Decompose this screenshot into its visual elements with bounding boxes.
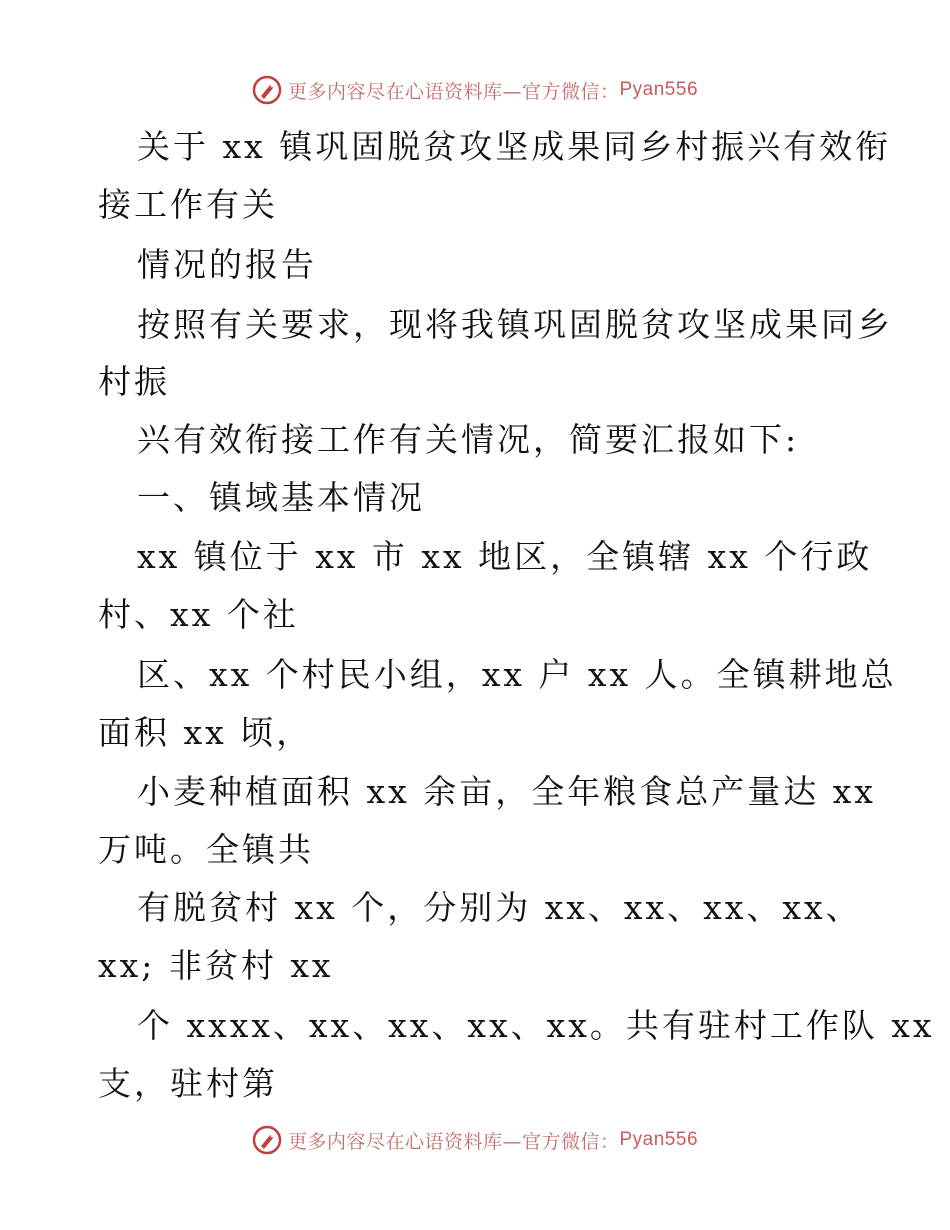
doc-line: 情况的报告: [137, 245, 317, 284]
doc-line: 万吨。全镇共: [98, 830, 314, 869]
doc-line: 有脱贫村 xx 个，分别为 xx、xx、xx、xx、: [137, 888, 862, 927]
doc-line: 接工作有关: [98, 185, 278, 224]
pen-logo-icon: [252, 1125, 282, 1155]
doc-line: 村振: [98, 362, 170, 401]
doc-line: 村、xx 个社: [98, 595, 299, 634]
watermark-handle: Pyan556: [619, 79, 699, 100]
doc-line: xx; 非贫村 xx: [98, 946, 334, 985]
doc-line: 个 xxxx、xx、xx、xx、xx。共有驻村工作队 xx: [137, 1006, 935, 1045]
doc-line: 面积 xx 顷，: [98, 713, 313, 752]
doc-line: 区、xx 个村民小组，xx 户 xx 人。全镇耕地总: [137, 655, 897, 694]
doc-line: 小麦种植面积 xx 余亩，全年粮食总产量达 xx: [137, 772, 876, 811]
doc-line: 支，驻村第: [98, 1064, 278, 1103]
watermark-text: 更多内容尽在心语资料库—官方微信：: [287, 1130, 620, 1153]
doc-line: xx 镇位于 xx 市 xx 地区，全镇辖 xx 个行政: [137, 537, 873, 576]
doc-line: 关于 xx 镇巩固脱贫攻坚成果同乡村振兴有效衔: [137, 127, 892, 166]
doc-line: 兴有效衔接工作有关情况，简要汇报如下:: [137, 420, 800, 459]
section-heading: 一、镇域基本情况: [137, 478, 425, 517]
watermark-text: 更多内容尽在心语资料库—官方微信：: [287, 80, 620, 103]
doc-line: 按照有关要求，现将我镇巩固脱贫攻坚成果同乡: [137, 305, 893, 344]
watermark-footer: [0, 1118, 950, 1162]
watermark-handle: Pyan556: [619, 1129, 699, 1150]
